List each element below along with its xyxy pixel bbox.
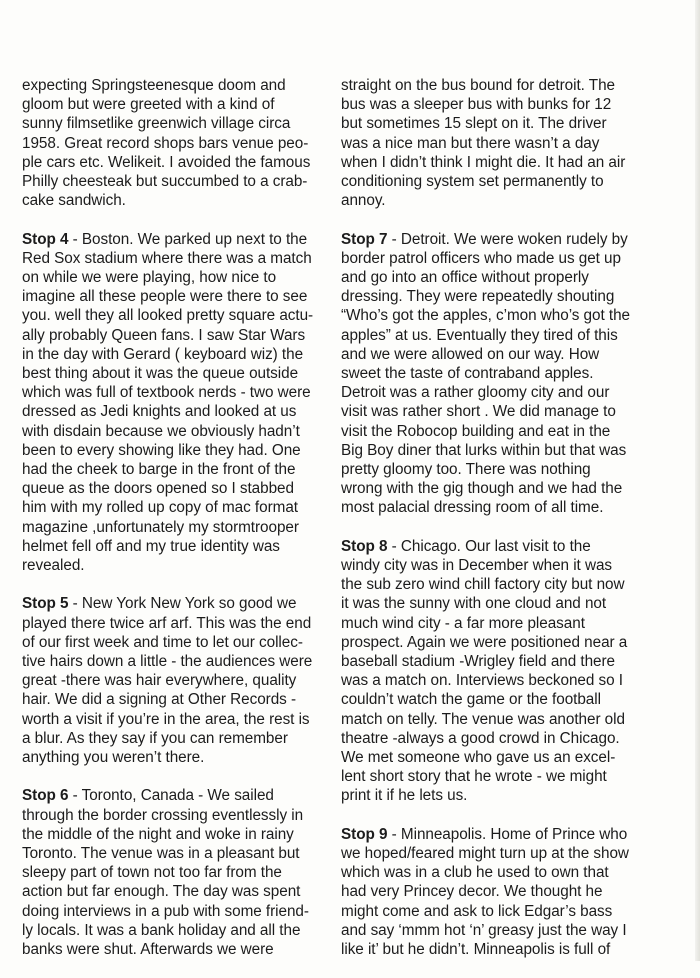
text-line: We met someone who gave us an excel- [341,749,616,767]
text-line: sunny filmsetlike greenwich village circa [22,115,291,133]
text-line: apples” at us. Eventually they tired of this [341,326,618,344]
text-line: revealed. [22,557,85,575]
text-line: couldn’t watch the game or the football [341,691,601,709]
text-line: with disdain because we obviously hadn’t [22,422,300,440]
stop-paragraph [341,825,641,959]
text-line: 1958. Great record shops bars venue peo- [22,134,309,152]
text-line: anything you weren’t there. [22,749,205,767]
text-line: like it’ but he didn’t. Minneapolis is full of [341,941,611,959]
text-line: windy city was in December when it was [341,557,612,575]
text-line: which was full of textbook nerds - two were [22,384,311,402]
text-line: dressed as Jedi knights and looked at us [22,403,297,421]
page-edge-shadow [695,0,700,961]
text-line: Detroit was a rather gloomy city and our [341,384,610,402]
stop-heading: Stop 6 [22,787,69,805]
text-line: through the border crossing eventlessly in [22,806,304,824]
text-line: when I didn’t think I might die. It had an air [341,153,626,171]
text-line [341,537,641,556]
text-line: Philly cheesteak but succumbed to a crab- [22,173,308,191]
text-line: tive hairs down a little - the audiences were [22,653,313,671]
text-line: conditioning system set permanently to [341,173,604,191]
text-line: baseball stadium -Wrigley field and there [341,653,616,671]
line-text: - Detroit. We were woken rudely by [387,230,628,248]
text-line: match on telly. The venue was another old [341,710,625,728]
text-line: might come and ask to lick Edgar’s bass [341,902,613,920]
text-line [341,825,641,844]
stop-heading: Stop 8 [341,537,388,555]
text-line: and we were allowed on our way. How [341,345,600,363]
text-line: on while we were playing, how nice to [22,269,277,287]
text-line: ple cars etc. Welikeit. I avoided the famous [22,153,311,171]
stop-paragraph [22,786,318,959]
right-column [341,76,641,978]
text-line: prospect. Again we were positioned near a [341,633,628,651]
text-line: had very Princey decor. We thought he [341,883,603,901]
line-text: - New York New York so good we [68,595,297,613]
text-line: in the day with Gerard ( keyboard wiz) the [22,345,304,363]
continuation-paragraph [341,76,641,210]
text-line: great -there was hair everywhere, quality [22,672,297,690]
text-line: visit was rather short . We did manage to [341,403,616,421]
text-line: lent short story that he wrote - we might [341,768,607,786]
text-line: annoy. [341,192,386,210]
text-line: banks were shut. Afterwards we were [22,941,274,959]
text-line: had the cheek to barge in the front of the [22,461,296,479]
stop-paragraph [341,537,641,806]
stop-heading: Stop 7 [341,230,388,248]
left-column [22,76,318,978]
stop-heading: Stop 4 [22,230,69,248]
text-line: the middle of the night and woke in rainy [22,825,294,843]
text-line: which was in a club he used to own that [341,864,609,882]
line-text: - Minneapolis. Home of Prince who [387,825,628,843]
stop-paragraph [22,230,318,576]
text-line: imagine all these people were there to see [22,288,308,306]
text-line: played there twice arf arf. This was the end [22,614,312,632]
text-line: and say ‘mmm hot ‘n’ greasy just the way I [341,921,627,939]
text-line: was a nice man but there wasn’t a day [341,134,600,152]
text-line: him with my rolled up copy of mac format [22,499,298,517]
text-line: straight on the bus bound for detroit. The [341,77,615,94]
text-line: print it if he lets us. [341,787,468,805]
text-line: been to every showing like they had. One [22,441,301,459]
stop-paragraph [22,594,318,767]
text-line: doing interviews in a pub with some friend- [22,902,309,920]
text-line: we hoped/feared might turn up at the show [341,845,629,863]
text-line: worth a visit if you’re in the area, the rest is [22,710,310,728]
text-line: helmet fell off and my true identity was [22,537,280,555]
text-line: best thing about it was the queue outside [22,365,299,383]
text-line: border patrol officers who made us get up [341,249,621,267]
text-line: expecting Springsteenesque doom and [22,77,286,94]
line-text: - Boston. We parked up next to the [68,230,308,248]
text-line: most palacial dressing room of all time. [341,499,604,517]
text-line: but sometimes 15 slept on it. The driver [341,115,607,133]
text-line: hair. We did a signing at Other Records - [22,691,296,709]
text-line: of our first week and time to let our collec- [22,633,303,651]
text-line: Big Boy diner that lurks within but that was [341,441,627,459]
text-line [22,594,318,613]
text-line: queue as the doors opened so I stabbed [22,480,294,498]
text-line: gloom but were greeted with a kind of [22,96,275,114]
text-line: “Who’s got the apples, c’mon who’s got the [341,307,630,325]
text-line [22,230,318,249]
stop-heading: Stop 5 [22,595,69,613]
text-line: Red Sox stadium where there was a match [22,249,312,267]
text-line: it was the sunny with one cloud and not [341,595,607,613]
text-line: sleepy part of town not too far from the [22,864,282,882]
text-line [341,230,641,249]
stop-paragraph [341,230,641,518]
text-line: cake sandwich. [22,192,126,210]
line-text: - Chicago. Our last visit to the [387,537,591,555]
text-line: ally probably Queen fans. I saw Star Wars [22,326,306,344]
text-line: you. well they all looked pretty square actu- [22,307,314,325]
text-line: much wind city - a far more pleasant [341,614,585,632]
text-line: bus was a sleeper bus with bunks for 12 [341,96,612,114]
text-line: dressing. They were repeatedly shouting [341,288,615,306]
text-line: and go into an office without properly [341,269,589,287]
text-line: sweet the taste of contraband apples. [341,365,594,383]
text-line: was a match on. Interviews beckoned so I [341,672,623,690]
continuation-paragraph [22,76,318,210]
text-line: Toronto. The venue was in a pleasant but [22,845,300,863]
text-line: a blur. As they say if you can remember [22,729,288,747]
text-line: the sub zero wind chill factory city but now [341,576,625,594]
text-line: pretty gloomy too. There was nothing [341,461,591,479]
text-line: visit the Robocop building and eat in the [341,422,611,440]
text-line: action but far enough. The day was spent [22,883,301,901]
text-line: magazine ,unfortunately my stormtrooper [22,518,299,536]
line-text: - Toronto, Canada - We sailed [68,787,274,805]
text-line: ly locals. It was a bank holiday and all the [22,921,301,939]
text-line [22,786,318,805]
text-line: theatre -always a good crowd in Chicago. [341,729,620,747]
text-line: wrong with the gig though and we had the [341,480,623,498]
stop-heading: Stop 9 [341,825,388,843]
